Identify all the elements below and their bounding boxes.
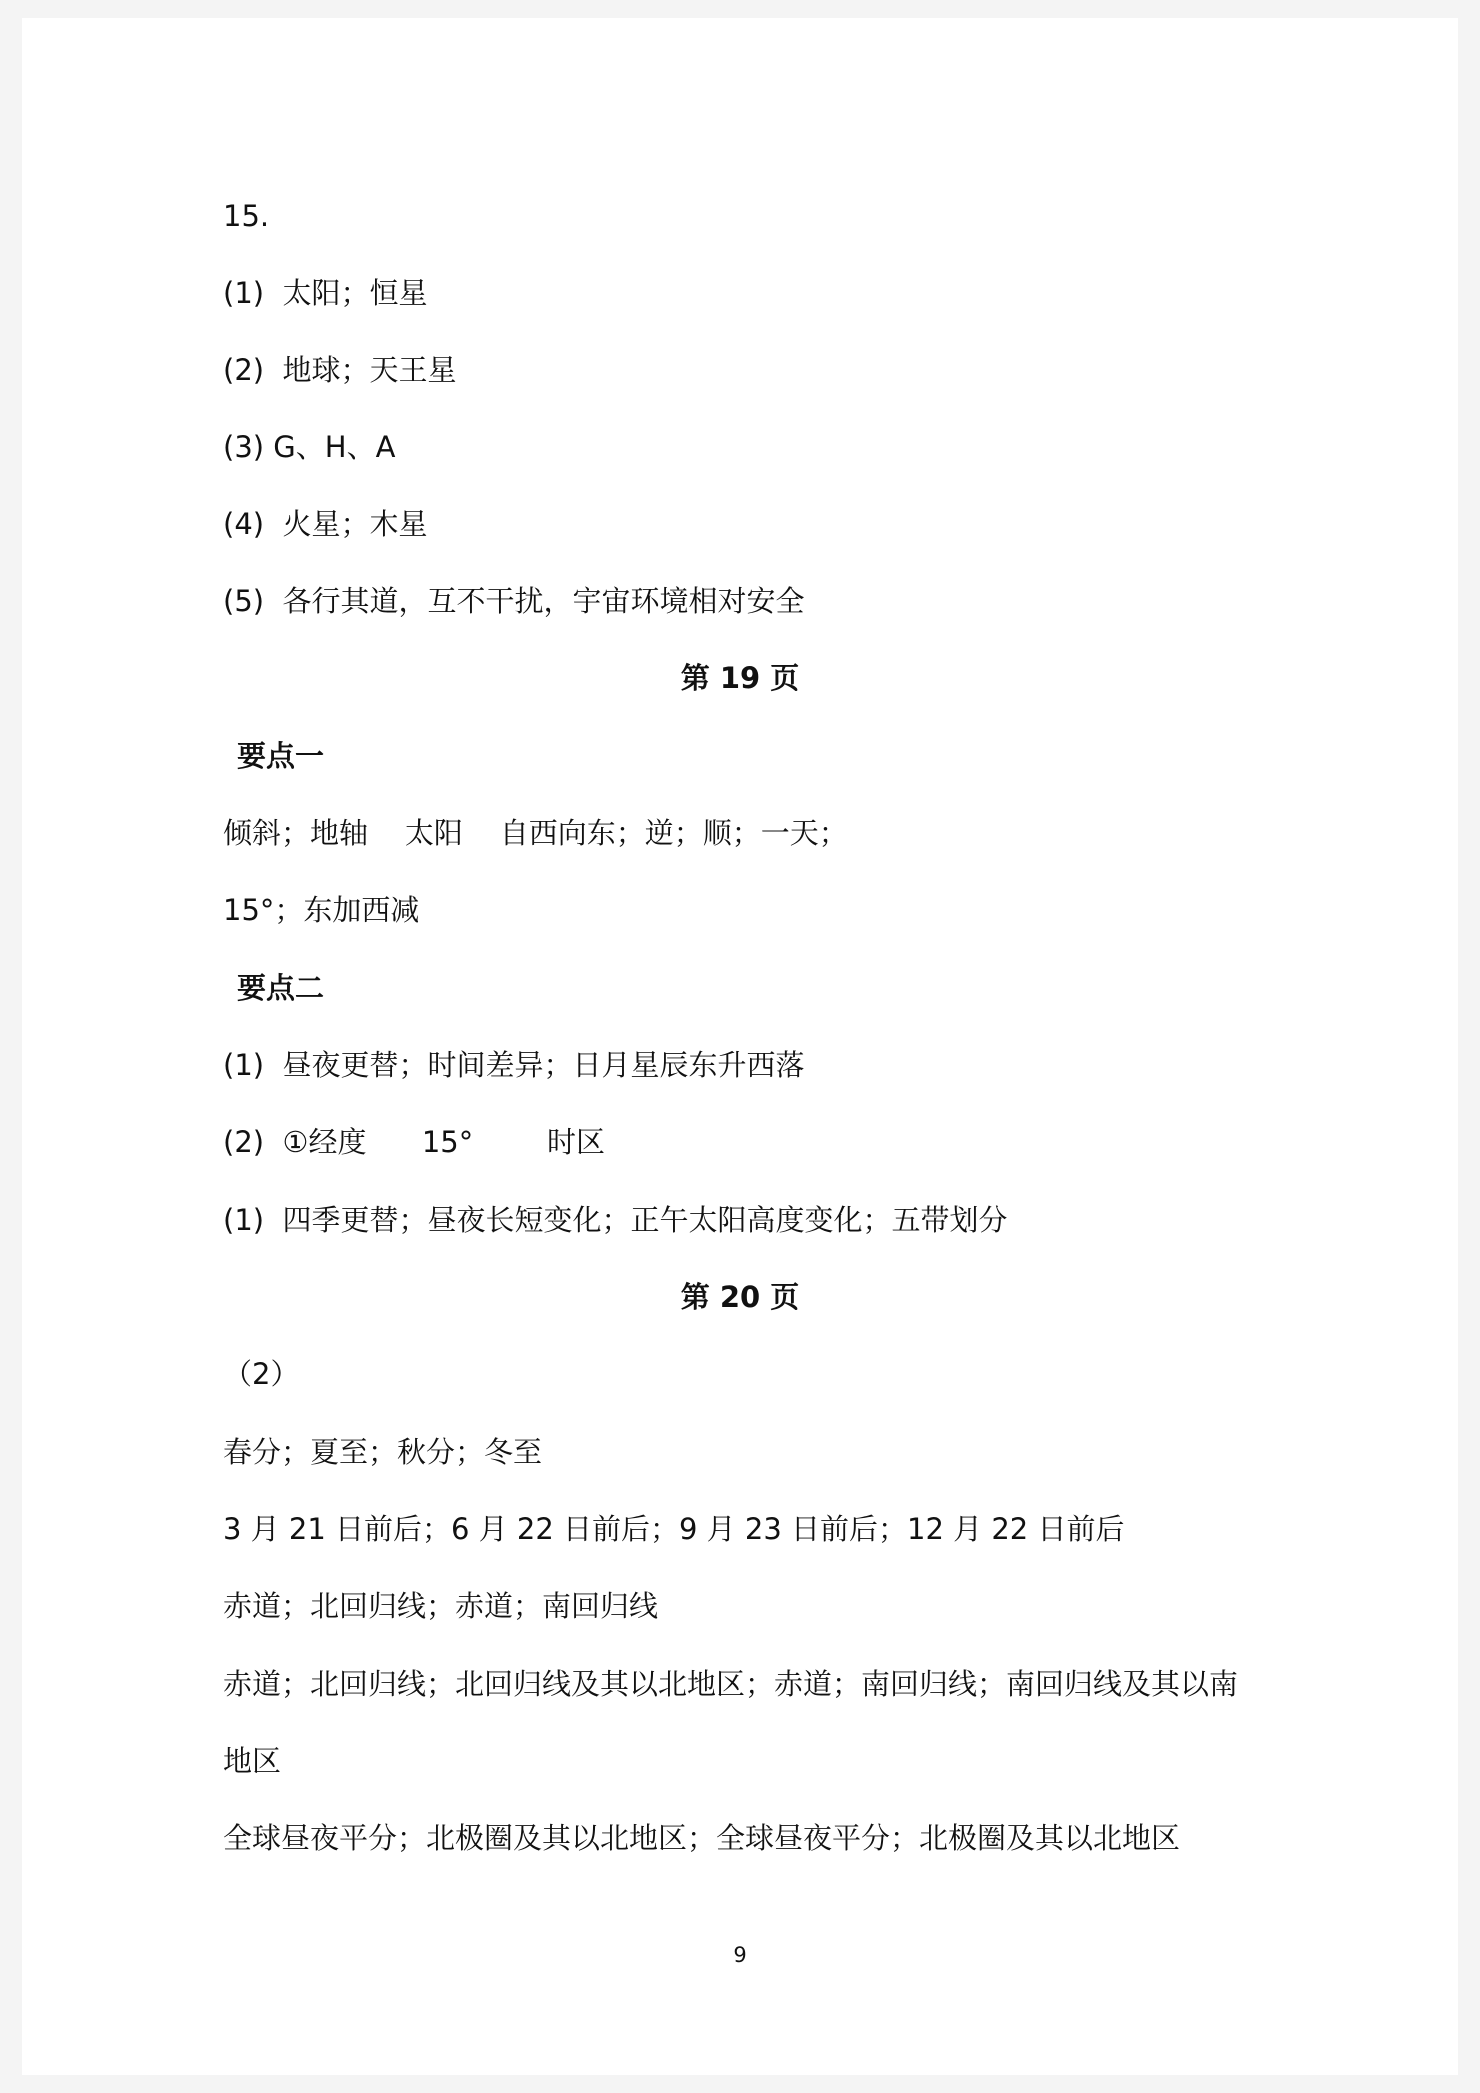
point-title: 要点一 (237, 739, 325, 773)
answer-line: (2) ①经度 15° 时区 (223, 1125, 605, 1159)
answer-line: 地区 (223, 1744, 282, 1778)
answer-line: （2） (223, 1357, 300, 1391)
answer-line: 3 月 21 日前后；6 月 22 日前后；9 月 23 日前后；12 月 22 日前后 (223, 1512, 1125, 1546)
answer-line: (3) G、H、A (223, 430, 396, 464)
answer-line: (5) 各行其道，互不干扰，宇宙环境相对安全 (223, 584, 805, 618)
answer-line: (4) 火星；木星 (223, 507, 428, 541)
answer-line: 赤道；北回归线；赤道；南回归线 (223, 1589, 659, 1623)
answer-line: 春分；夏至；秋分；冬至 (223, 1435, 543, 1469)
question-number: 15. (223, 199, 270, 233)
answer-line: (1) 太阳；恒星 (223, 276, 428, 310)
page-number: 9 (733, 1943, 747, 1967)
answer-line: (2) 地球；天王星 (223, 353, 457, 387)
section-heading: 第 19 页 (680, 661, 800, 695)
answer-line: 赤道；北回归线；北回归线及其以北地区；赤道；南回归线；南回归线及其以南 (223, 1667, 1239, 1701)
answer-line: 15°；东加西减 (223, 893, 420, 927)
answer-line: 全球昼夜平分；北极圈及其以北地区；全球昼夜平分；北极圈及其以北地区 (223, 1821, 1181, 1855)
section-heading: 第 20 页 (680, 1280, 800, 1314)
answer-line: (1) 昼夜更替；时间差异；日月星辰东升西落 (223, 1048, 805, 1082)
point-title: 要点二 (237, 971, 325, 1005)
answer-line: (1) 四季更替；昼夜长短变化；正午太阳高度变化；五带划分 (223, 1203, 1008, 1237)
answer-line: 倾斜；地轴 太阳 自西向东；逆；顺；一天； (223, 816, 848, 850)
